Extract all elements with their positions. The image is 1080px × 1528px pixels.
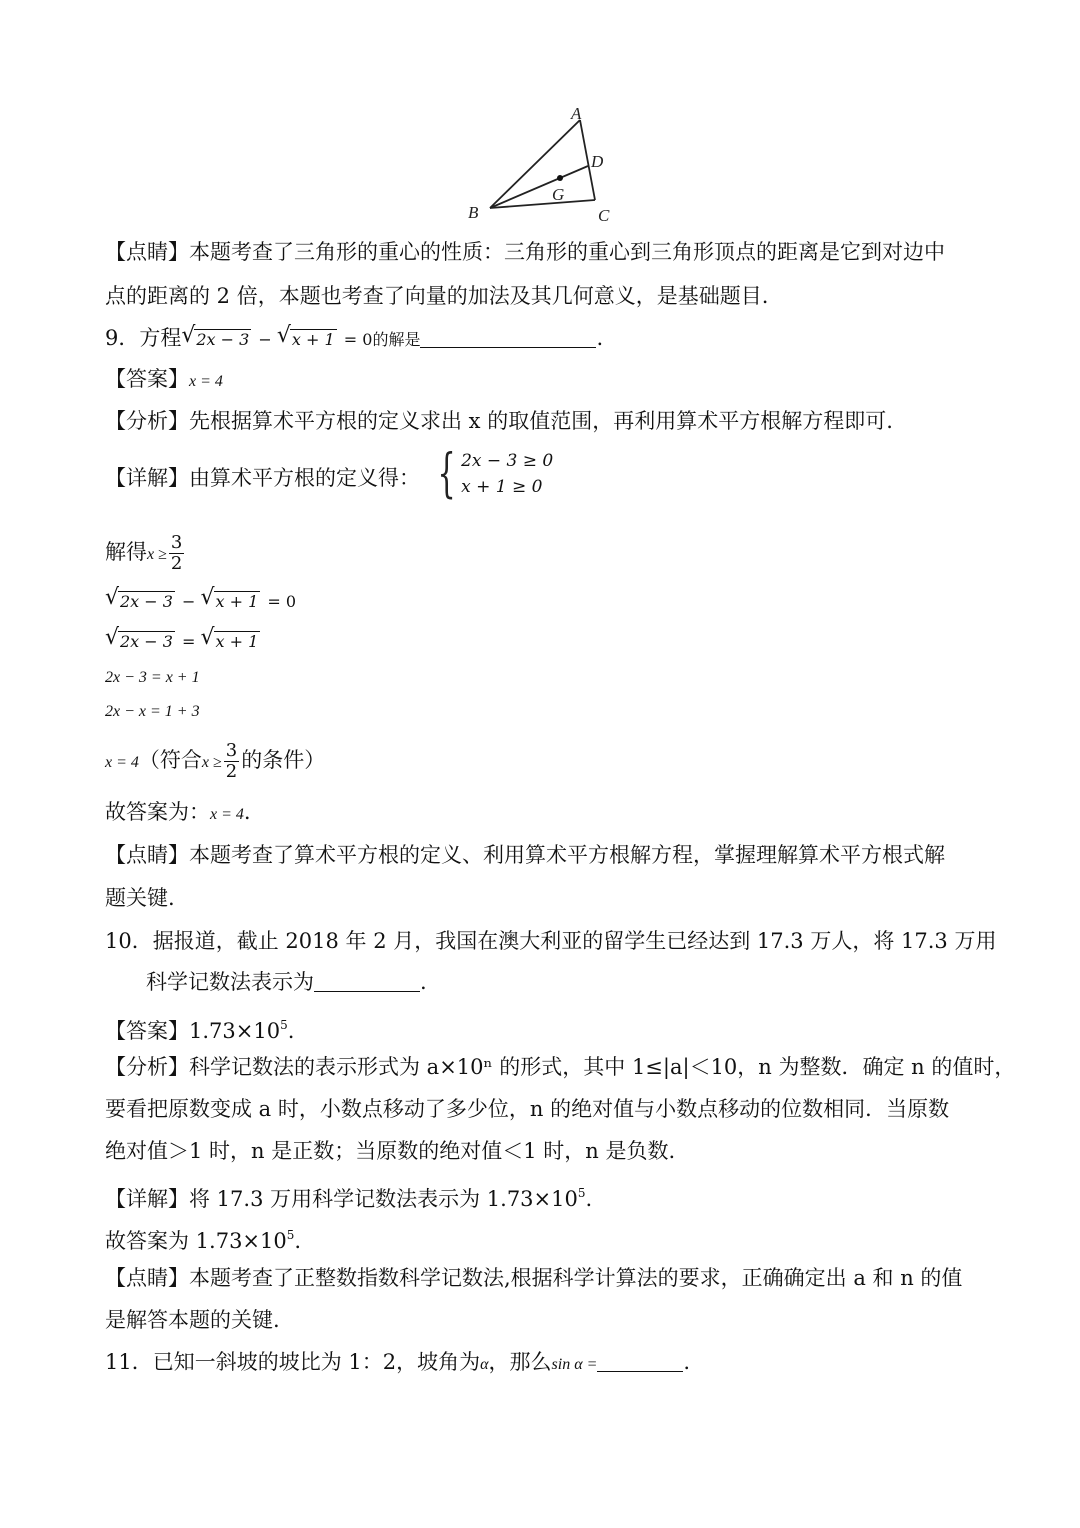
solve-line: 解得x ≥ $\frac{3}{2}$ [105, 532, 183, 574]
comment-10-line-1: 【点睛】本题考查了正整数指数科学记数法,根据科学计算法的要求，正确确定出 a 和 n 的值 [105, 1266, 963, 1290]
question-9: 9．方程 √ 2x − 3 − √ x + 1 = 0的解是 . [105, 323, 980, 355]
analysis-10-line-3: 绝对值＞1 时，n 是正数；当原数的绝对值＜1 时，n 是负数. [105, 1139, 676, 1163]
answer-9-value: x = 4 [189, 373, 223, 390]
side-ab [490, 120, 580, 208]
step-2: √ 2x − 3 = √ x + 1 [105, 625, 259, 651]
system-row-1: 2x − 3 ≥ 0 [461, 451, 554, 471]
comment-line-2: 点的距离的 2 倍，本题也考查了向量的加法及其几何意义，是基础题目. [105, 284, 769, 308]
answer-9: 【答案】x = 4 [105, 367, 223, 391]
answer-blank-11[interactable] [597, 1349, 683, 1372]
centroid-point [557, 175, 563, 181]
comment-10-line-2: 是解答本题的关键. [105, 1308, 280, 1332]
q9-prefix: 9．方程 [105, 326, 182, 350]
system-row-2: x + 1 ≥ 0 [461, 477, 543, 497]
question-10-line-2: 科学记数法表示为 . [146, 970, 427, 994]
answer-blank-9[interactable] [420, 325, 596, 348]
detail-9: 【详解】由算术平方根的定义得： [105, 466, 420, 490]
final-answer-10: 故答案为 $1.73\times 10^5$. [105, 1228, 302, 1253]
analysis-10-line-2: 要看把原数变成 a 时，小数点移动了多少位，n 的绝对值与小数点移动的位数相同．当原数 [105, 1097, 950, 1121]
step-1: √ 2x − 3 − √ x + 1 = 0 [105, 585, 297, 611]
comment-9-line-2: 题关键. [105, 886, 175, 910]
inequality-system: { 2x − 3 ≥ 0 x + 1 ≥ 0 [437, 444, 554, 504]
label-d: D [591, 152, 604, 171]
q9-eq: = 0的解是 [338, 330, 421, 349]
step-4: 2x − x = 1 + 3 [105, 703, 200, 720]
detail-10: 【详解】将 17.3 万用科学记数法表示为 $1.73\times 10^5$. [105, 1186, 593, 1211]
answer-blank-10[interactable] [314, 969, 420, 992]
comment-line-1: 【点睛】本题考查了三角形的重心的性质：三角形的重心到三角形顶点的距离是它到对边中 [105, 240, 945, 264]
step-3: 2x − 3 = x + 1 [105, 669, 200, 686]
label-g: G [552, 185, 565, 204]
label-a: A [571, 104, 582, 123]
sin-alpha: sin α = [551, 1356, 598, 1373]
alpha-symbol: α [480, 1356, 489, 1373]
triangle-figure [460, 102, 640, 222]
question-10-line-1: 10．据报道，截止 2018 年 2 月，我国在澳大利亚的留学生已经达到 17.3 万人，将 17.3 万用 [105, 929, 997, 953]
question-11: 11．已知一斜坡的坡比为 1：2，坡角为α，那么sin α = . [105, 1350, 691, 1374]
analysis-9: 【分析】先根据算术平方根的定义求出 x 的取值范围，再利用算术平方根解方程即可. [105, 409, 893, 433]
answer-10: 【答案】$1.73\times 10^5$. [105, 1018, 295, 1043]
label-c: C [598, 206, 610, 222]
label-b: B [468, 203, 479, 222]
comment-9-line-1: 【点睛】本题考查了算术平方根的定义、利用算术平方根解方程，掌握理解算术平方根式解 [105, 843, 945, 867]
sqrt-2x-3: √ 2x − 3 [181, 323, 250, 349]
analysis-10-line-1: 【分析】科学记数法的表示形式为 a×10ⁿ 的形式，其中 1≤|a|＜10，n 为整数．确定 n 的值时， [105, 1055, 1016, 1079]
step-5: x = 4（符合x ≥ $\frac{3}{2}$ 的条件） [105, 740, 326, 782]
final-answer-9: 故答案为：x = 4. [105, 800, 251, 824]
sqrt-x+1: √ x + 1 [276, 323, 335, 349]
